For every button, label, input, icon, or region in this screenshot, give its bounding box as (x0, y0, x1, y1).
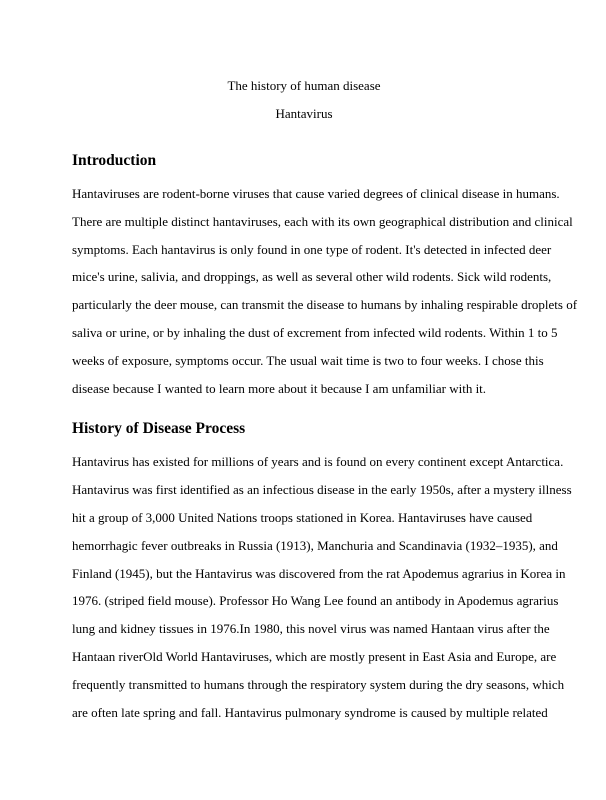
text-line: hemorrhagic fever outbreaks in Russia (1913), Manchuria and Scandinavia (1932–1935), and (72, 537, 558, 553)
section-heading-introduction: Introduction (72, 152, 157, 169)
document-subtitle: Hantavirus (275, 106, 333, 121)
text-line: are often late spring and fall. Hantavirus pulmonary syndrome is caused by multiple related (72, 704, 548, 720)
text-line: 1976. (striped field mouse). Professor Ho Wang Lee found an antibody in Apodemus agrarius (72, 593, 559, 609)
text-line: particularly the deer mouse, can transmit the disease to humans by inhaling respirable droplets of (72, 297, 578, 313)
text-line: Hantaviruses are rodent-borne viruses that cause varied degrees of clinical disease in humans. (72, 186, 560, 201)
text-line: Hantavirus was first identified as an infectious disease in the early 1950s, after a mystery illness (72, 482, 572, 498)
text-line: There are multiple distinct hantaviruses, each with its own geographical distribution and clinical (72, 213, 573, 229)
text-line: saliva or urine, or by inhaling the dust of excrement from infected wild rodents. Within 1 to 5 (72, 324, 558, 340)
text-line: Hantavirus has existed for millions of years and is found on every continent except Antarctica. (72, 454, 564, 470)
text-line: mice's urine, salivia, and droppings, as well as several other wild rodents. Sick wild rodents, (72, 269, 552, 285)
section-heading-history: History of Disease Process (72, 420, 246, 438)
section-body-introduction (72, 180, 578, 402)
text-line: Hantaan riverOld World Hantaviruses, which are mostly present in East Asia and Europe, are (72, 648, 557, 664)
text-line: Finland (1945), but the Hantavirus was discovered from the rat Apodemus agrarius in Korea in (72, 565, 566, 581)
text-line: lung and kidney tissues in 1976.In 1980, this novel virus was named Hantaan virus after the (72, 621, 550, 637)
text-line: frequently transmitted to humans through the respiratory system during the dry seasons, which (72, 676, 565, 692)
text-line: weeks of exposure, symptoms occur. The usual wait time is two to four weeks. I chose this (72, 352, 544, 368)
text-line: symptoms. Each hantavirus is only found in one type of rodent. It's detected in infected deer (72, 241, 552, 257)
document-title: The history of human disease (227, 78, 381, 93)
text-line: hit a group of 3,000 United Nations troops stationed in Korea. Hantaviruses have caused (72, 509, 533, 525)
section-body-history (72, 448, 572, 726)
text-line: disease because I wanted to learn more about it because I am unfamiliar with it. (72, 380, 487, 396)
